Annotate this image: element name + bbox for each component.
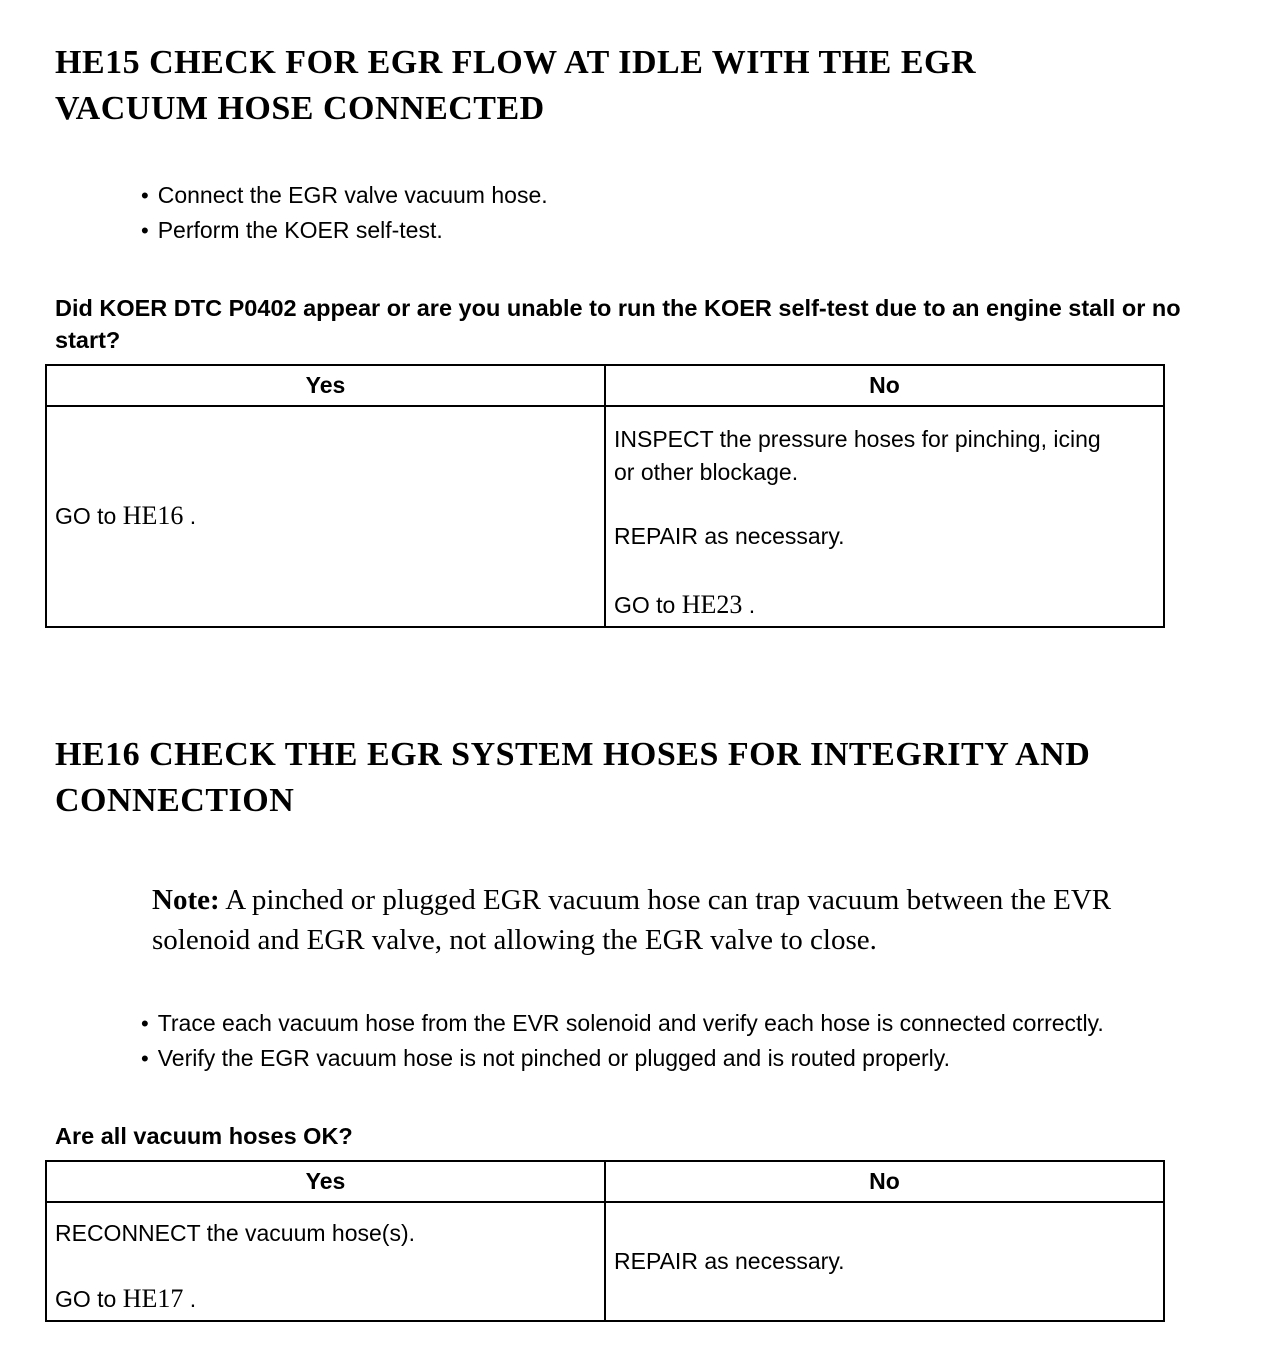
- he16-question: Are all vacuum hoses OK?: [55, 1122, 353, 1149]
- table-body-row: [46, 406, 1164, 627]
- no-cell-line: REPAIR as necessary.: [614, 1247, 845, 1274]
- bullet-item: [141, 1041, 1186, 1076]
- bullet-text: Connect the EGR valve vacuum hose.: [157, 181, 548, 208]
- bullet-item: [141, 178, 1186, 213]
- note-label: Note:: [152, 883, 220, 916]
- bullet-text: Perform the KOER self-test.: [157, 216, 443, 243]
- he15-question: Did KOER DTC P0402 appear or are you unable to run the KOER self-test due to an engine stall or no start?: [55, 294, 1181, 353]
- no-cell-go-line: [614, 588, 1119, 622]
- note-paragraph: [152, 880, 1194, 960]
- table-header-row: [46, 365, 1164, 406]
- he16-decision-table: [45, 1160, 1165, 1322]
- table-header-row: [46, 1161, 1164, 1202]
- go-prefix: GO to: [614, 591, 682, 618]
- section-he16: [55, 732, 1225, 1322]
- yes-cell-go-line: [55, 1282, 596, 1316]
- he15-decision-table: [45, 364, 1165, 628]
- section-he16-title: HE16 CHECK THE EGR SYSTEM HOSES FOR INTEGRITY AND CONNECTION: [55, 735, 1091, 819]
- bullet-dot-icon: •: [141, 1045, 149, 1071]
- he15-bullet-list: [141, 178, 1186, 248]
- no-cell: [605, 1202, 1164, 1321]
- bullet-item: [141, 1006, 1186, 1041]
- go-suffix: .: [183, 503, 197, 530]
- link-he23[interactable]: HE23: [681, 589, 743, 619]
- go-suffix: .: [183, 1285, 197, 1312]
- yes-column-header: Yes: [46, 1161, 605, 1202]
- go-suffix: .: [742, 591, 756, 618]
- bullet-text: Trace each vacuum hose from the EVR solenoid and verify each hose is connected correctly.: [157, 1009, 1104, 1036]
- section-he15: [55, 40, 1225, 628]
- link-he17[interactable]: HE17: [122, 1283, 184, 1313]
- go-prefix: GO to: [55, 503, 123, 530]
- no-cell-line: REPAIR as necessary.: [614, 522, 845, 549]
- no-cell: [605, 406, 1164, 627]
- he16-bullet-list: [141, 1006, 1186, 1076]
- bullet-dot-icon: •: [141, 1010, 149, 1036]
- no-column-header: No: [605, 1161, 1164, 1202]
- table-body-row: [46, 1202, 1164, 1321]
- bullet-item: [141, 213, 1186, 248]
- no-cell-line: INSPECT the pressure hoses for pinching, icing or other blockage.: [614, 425, 1101, 485]
- yes-cell: [46, 406, 605, 627]
- section-he15-title: HE15 CHECK FOR EGR FLOW AT IDLE WITH THE EGR VACUUM HOSE CONNECTED: [55, 44, 976, 127]
- go-prefix: GO to: [55, 1285, 123, 1312]
- link-he16[interactable]: HE16: [122, 501, 184, 531]
- bullet-dot-icon: •: [141, 217, 149, 243]
- no-column-header: No: [605, 365, 1164, 406]
- yes-column-header: Yes: [46, 365, 605, 406]
- bullet-text: Verify the EGR vacuum hose is not pinched or plugged and is routed properly.: [157, 1044, 950, 1071]
- bullet-dot-icon: •: [141, 182, 149, 208]
- note-text: A pinched or plugged EGR vacuum hose can trap vacuum between the EVR solenoid and EGR valve, not allowing the EGR valve to close.: [152, 883, 1112, 956]
- yes-cell-line: RECONNECT the vacuum hose(s).: [55, 1219, 416, 1246]
- yes-cell: [46, 1202, 605, 1321]
